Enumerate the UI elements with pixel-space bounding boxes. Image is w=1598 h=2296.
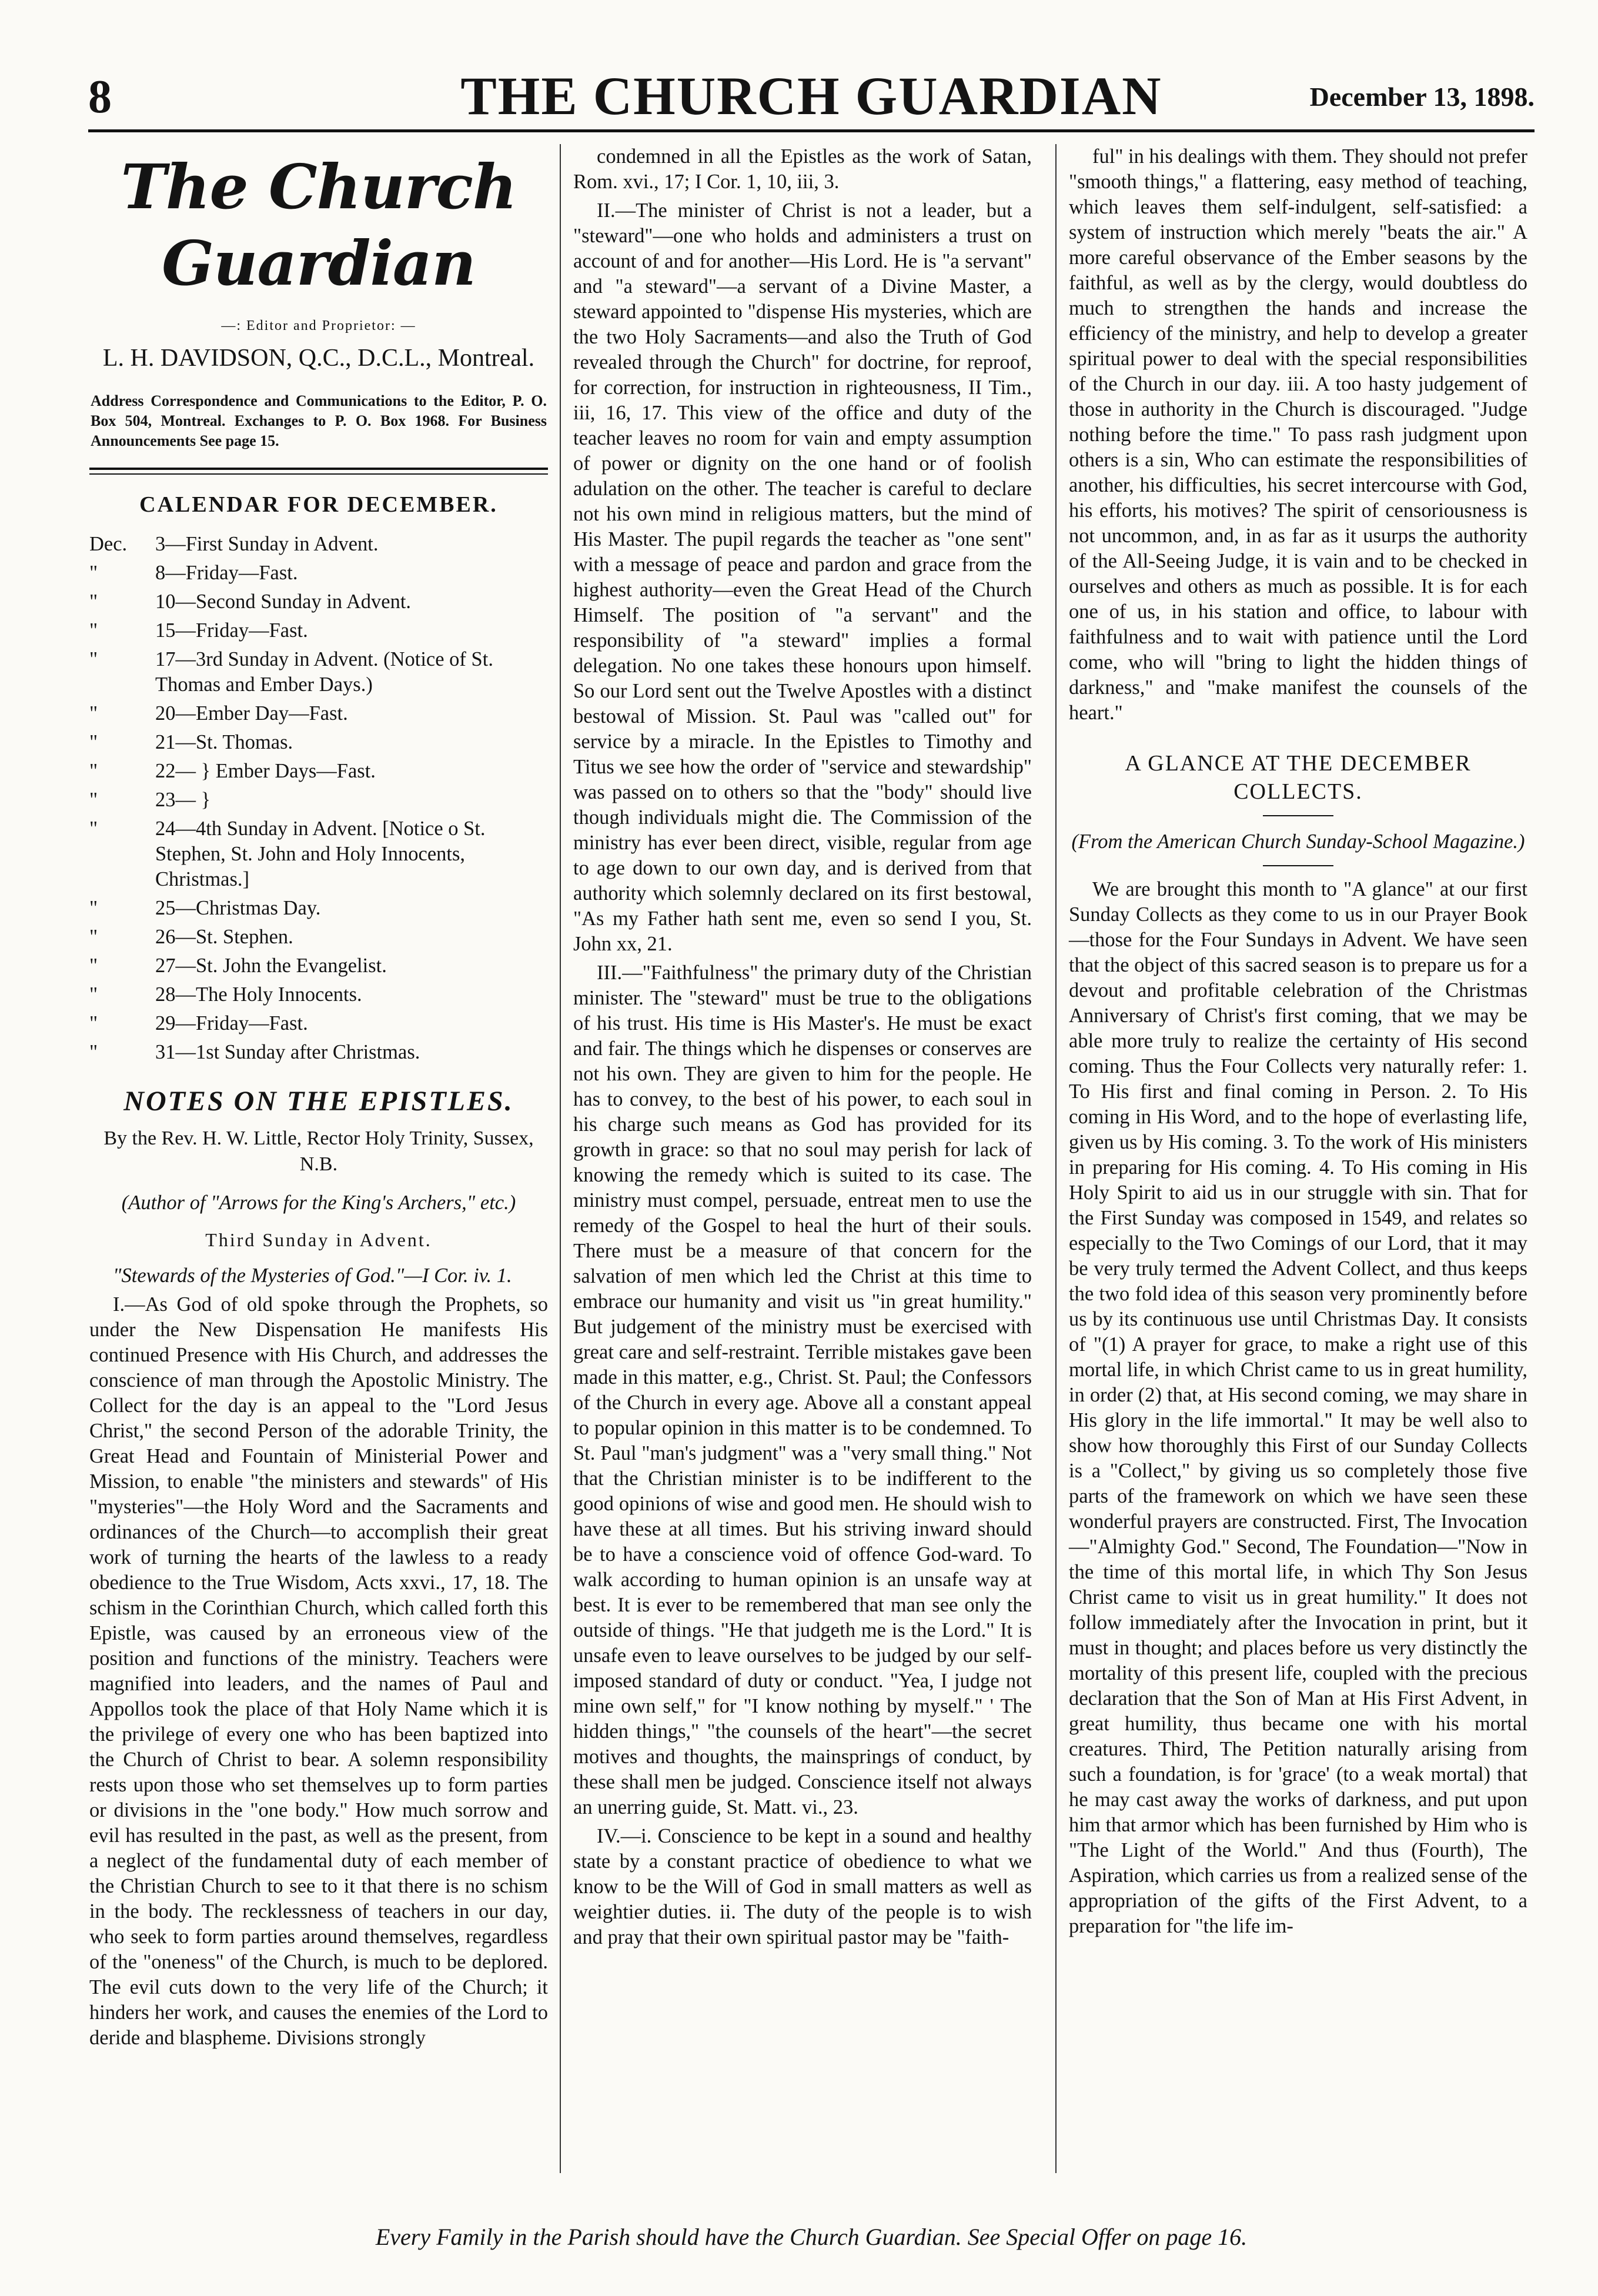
header-rule xyxy=(88,129,1535,132)
calendar-entry-prefix: " xyxy=(89,897,98,919)
calendar-entry xyxy=(89,896,548,921)
column-2-body xyxy=(573,144,1032,1950)
divider xyxy=(89,473,548,475)
paragraph: III.—"Faithfulness" the primary duty of the Christian minister. The "steward" must be true to the obligations of his trust. His time is His Master's. He must be exact and fair. The things which he dispenses or conserves are not his own. They are given to him for the people. He has to convey, to the best of his power, to each soul in his charge such means as God has provided for its growth in grace: so that no soul may perish for lack of knowing the remedy which is suited to its case. The ministry must compel, persuade, entreat men to use the remedy of the Gospel to heal the hurt of their souls. There must be a measure of that concern for the salvation of men which led the Christ at this time to embrace our humanity and visit us "in great humility." But judgement of the ministry must be exercised with great care and self-restraint. Terrible mistakes gave been made in this matter, e.g., Christ. St. Paul; the Confessors of the Church in every age. Above all a constant appeal to popular opinion in this matter is to be condemned. To St. Paul "man's judgment" was a "very small thing." Not that the Christian minister is to be indifferent to the good opinions of wise and good men. He should wish to have these at all times. But his striving inward should be to have a conscience void of offence God-ward. To walk according to human opinion is an unsafe way at best. It is ever to be remembered that man see only the outside of things. "He that judgeth me is the Lord." It is unsafe even to leave ourselves to be judged by our self-imposed standard of duty or conduct. "Yea, I judge not mine own self," for "I know nothing by myself." ' The hidden things," "the counsels of the heart"—the secret motives and thoughts, the mainsprings of conduct, by these shall men be judged. Conscience itself not always an unerring guide, St. Matt. vi., 23. xyxy=(573,962,1032,1818)
calendar-entry xyxy=(89,759,548,784)
page-header xyxy=(88,59,1535,129)
column-3 xyxy=(1069,144,1527,1943)
editor-label: —: Editor and Proprietor: — xyxy=(221,318,416,333)
calendar-entry-prefix: " xyxy=(89,702,98,725)
calendar-entry xyxy=(89,816,548,892)
text-reference: "Stewards of the Mysteries of God."—I Cor. iv. 1. xyxy=(113,1264,512,1287)
calendar-entry xyxy=(89,787,548,813)
calendar-entry xyxy=(89,532,548,557)
divider xyxy=(1263,865,1333,866)
calendar-entry xyxy=(89,730,548,755)
divider xyxy=(1263,815,1333,816)
masthead-title: The Church Guardian xyxy=(121,151,517,299)
notes-subheading: Third Sunday in Advent. xyxy=(205,1229,432,1250)
collects-body xyxy=(1069,877,1527,1939)
calendar-entry-prefix: Dec. xyxy=(89,533,128,555)
calendar-entry xyxy=(89,1040,548,1065)
calendar-entry-text: 10—Second Sunday in Advent. xyxy=(155,590,412,613)
author-note: (Author of "Arrows for the King's Archers," etc.) xyxy=(121,1192,516,1214)
column-divider xyxy=(560,144,561,2173)
calendar-entry xyxy=(89,925,548,950)
calendar-entry-prefix: " xyxy=(89,1041,98,1063)
collects-source: (From the American Church Sunday-School Magazine.) xyxy=(1071,830,1525,853)
calendar-entry-prefix: " xyxy=(89,648,98,670)
calendar-entry-prefix: " xyxy=(89,619,98,642)
divider xyxy=(89,468,548,470)
calendar-entry-text: 28—The Holy Innocents. xyxy=(155,983,362,1006)
paragraph: condemned in all the Epistles as the work of Satan, Rom. xvi., 17; I Cor. 1, 10, iii, 3. xyxy=(573,145,1032,193)
calendar-entry-text: 23— } xyxy=(155,789,211,811)
column-1-body xyxy=(89,1292,548,2051)
calendar-entry xyxy=(89,618,548,643)
calendar-entry xyxy=(89,589,548,615)
paragraph: II.—The minister of Christ is not a leader, but a "steward"—one who holds and administers a trust on account of and for another—His Lord. He is "a servant" and "a steward"—a servant of a Divine Master, a steward appointed to "dispense His mysteries, which are the two Holy Sacraments—and also the Truth of God revealed through the Church" for doctrine, for reproof, for correction, for instruction in righteousness, II Tim., iii, 16, 17. This view of the office and duty of the teacher leaves no room for vain and empty assumption of power or dignity on the one hand or of foolish adulation on the other. The teacher is careful to declare not his own mind in religious matters, but the mind of His Master. The pupil regards the teacher as "one sent" with a message of peace and pardon and grace from the highest authority—even the Great Head of the Church Himself. The position of "a servant" and the responsibility of "a steward" implies a formal delegation. No one takes these honours upon himself. So our Lord sent out the Twelve Apostles with a distinct bestowal of Mission. St. Paul was "called out" for service by a miracle. In the Epistles to Timothy and Titus we see how the order of "service and stewardship" was passed on to others so that the "body" should live though individuals might die. The Commission of the ministry has ever been direct, visible, regular from age to age down to our own day, and is derived from that authority which solemnly declared on its first bestowal, "As my Father hath sent me, even so send I you, St. John xx, 21. xyxy=(573,199,1032,955)
calendar-entry xyxy=(89,701,548,726)
calendar-entry-text: 25—Christmas Day. xyxy=(155,897,321,919)
page-number: 8 xyxy=(88,71,112,123)
notes-byline: By the Rev. H. W. Little, Rector Holy Trinity, Sussex, N.B. xyxy=(103,1127,534,1175)
issue-date: December 13, 1898. xyxy=(1309,82,1535,112)
calendar-entry-prefix: " xyxy=(89,562,98,584)
calendar-entry-prefix: " xyxy=(89,590,98,613)
calendar-entry xyxy=(89,1011,548,1036)
column-divider xyxy=(1055,144,1057,2173)
column-3-body xyxy=(1069,144,1527,726)
newspaper-title: THE CHURCH GUARDIAN xyxy=(460,66,1162,126)
column-2 xyxy=(573,144,1032,1954)
editor-name: L. H. DAVIDSON, Q.C., D.C.L., Montreal. xyxy=(102,345,535,372)
notes-heading: NOTES ON THE EPISTLES. xyxy=(123,1086,514,1117)
calendar-entry-prefix: " xyxy=(89,817,98,840)
column-1 xyxy=(89,144,548,2054)
calendar-entry-text: 29—Friday—Fast. xyxy=(155,1012,308,1034)
calendar-entry-text: 27—St. John the Evangelist. xyxy=(155,955,387,977)
calendar-entry-text: 3—First Sunday in Advent. xyxy=(155,533,379,555)
calendar-entry-prefix: " xyxy=(89,1012,98,1034)
calendar-heading: CALENDAR FOR DECEMBER. xyxy=(139,492,498,517)
paragraph: I.—As God of old spoke through the Prophets, so under the New Dispensation He manifests His continued Presence with His Church, and addresses the conscience of man through the Apostolic Ministry. The Collect for the day is an appeal to the "Lord Jesus Christ," the second Person of the adorable Trinity, the Great Head and Fountain of Ministerial Power and Mission, to enable "the ministers and stewards" of His "mysteries"—the Holy Word and the Sacraments and ordinances of the Church—to accomplish their great work of turning the hearts of the lawless to a ready obedience to the True Wisdom, Acts xxvi., 17, 18. The schism in the Corinthian Church, which called forth this Epistle, was caused by an erroneous view of the position and functions of the ministry. Teachers were magnified into leaders, and the names of Paul and Appollos took the place of that Holy Name which it is the privilege of every one who has been baptized into the Church of Christ to bear. A solemn responsibility rests upon those who set themselves up to form parties or divisions in the "one body." How much sorrow and evil has resulted in the past, as well as the present, from a neglect of the fundamental duty of each member of the Christian Church to see to it that there is no schism in the body. The recklessness of teachers in our day, who seek to form parties around themselves, regardless of the "oneness" of the Church, is much to be deplored. The evil cuts down to the very life of the Church; it hinders her work, and causes the enemies of the Lord to deride and blaspheme. Divisions strongly xyxy=(89,1293,548,2049)
calendar-entry-prefix: " xyxy=(89,926,98,948)
paragraph: We are brought this month to "A glance" at our first Sunday Collects as they come to us in our Prayer Book—those for the Four Sundays in Advent. We have seen that the object of this sacred season is to prepare us for a devout and profitable celebration of the Christmas Anniversary of Christ's first coming, that we may be able more truly to realize the certainty of His second coming. Thus the Four Collects very naturally refer: 1. To His first and final coming in Person. 2. To His coming in His Word, and to the hope of everlasting life, given us by His coming. 3. To the work of His ministers in preparing for His coming. 4. To His coming in His Holy Spirit to aid us in our struggle with sin. That for the First Sunday was composed in 1549, and relates so especially to the Two Comings of our Lord, that it may be very truly termed the Advent Collect, and thus keeps the two fold idea of this season very prominently before us by its continuous use until Christmas Day. It consists of "(1) A prayer for grace, to make a right use of this mortal life, in which Christ came to us in great humility, in order (2) that, at His second coming, we may share in His glory in the life immortal." It may be well also to show how thoroughly this First of our Sunday Collects is a "Collect," by giving us so completely those five parts of the framework on which we have seen these wonderful prayers are constructed. First, The Invocation—"Almighty God." Second, The Foundation—"Now in the time of this mortal life, in which Thy Son Jesus Christ came to visit us in great humility." It does not follow immediately after the Invocation in print, but it must in thought; and places before us very distinctly the mortality of this present life, coupled with the precious declaration that the Son of Man at His First Advent, in great humility, thus became one with his mortal creatures. Third, The Petition naturally arising from such a foundation, is for 'grace' (to a weak mortal) that he may cast away the works of darkness, and put upon him that armor which has been furnished by Him who is "The Light of the World." And thus (Fourth), The Aspiration, which carries us from a realized sense of the appropriation of the gifts of the First Advent, to a preparation for "the life im- xyxy=(1069,878,1527,1937)
calendar-entry-prefix: " xyxy=(89,731,98,753)
paragraph: ful" in his dealings with them. They should not prefer "smooth things," a flattering, easy method of teaching, which leaves them self-indulgent, self-satisfied: a system of instruction which merely "beats the air." A more careful observance of the Ember seasons by the faithful, as well as by the clergy, would doubtless do much to strengthen the hands and increase the efficiency of the ministry, and help to develop a greater spiritual power to deal with the special responsibilities of the Church in our day. iii. A too hasty judgement of those in authority in the Church is discouraged. "Judge nothing before the time." To pass rash judgment upon others is a sin, Who can estimate the responsibilities of another, his difficulties, his secret intercourse with God, his efforts, his motives? The spirit of censoriousness is not uncommon, and, in as far as it usurps the authority of the All-Seeing Judge, it is vain and to be checked in ourselves and others as much as possible. It is for each one of us, in his station and office, to labour with faithfulness and to wait with patience until the Lord come, who will "bring to light the hidden things of darkness," and "make manifest the counsels of the heart." xyxy=(1069,145,1527,724)
calendar-entry-text: 21—St. Thomas. xyxy=(155,731,293,753)
calendar-entry-text: 31—1st Sunday after Christmas. xyxy=(155,1041,420,1063)
calendar-entry xyxy=(89,982,548,1007)
calendar-entry-text: 17—3rd Sunday in Advent. (Notice of St. Thomas and Ember Days.) xyxy=(155,648,493,696)
calendar-entry-text: 22— } Ember Days—Fast. xyxy=(155,760,376,782)
calendar-entry-prefix: " xyxy=(89,955,98,977)
collects-heading: A GLANCE AT THE DECEMBER COLLECTS. xyxy=(1125,751,1472,804)
calendar-list xyxy=(89,532,548,1065)
calendar-entry-text: 8—Friday—Fast. xyxy=(155,562,298,584)
calendar-entry-prefix: " xyxy=(89,983,98,1006)
calendar-entry xyxy=(89,953,548,979)
page-footer: Every Family in the Parish should have the Church Guardian. See Special Offer on page 16. xyxy=(375,2224,1248,2250)
calendar-entry xyxy=(89,647,548,698)
calendar-entry-text: 15—Friday—Fast. xyxy=(155,619,308,642)
calendar-entry-text: 20—Ember Day—Fast. xyxy=(155,702,348,725)
address-notice: Address Correspondence and Communications to the Editor, P. O. Box 504, Montreal. Exchanges to P. O. Box 1968. For Business Announcements See page 15. xyxy=(91,392,547,449)
calendar-entry-prefix: " xyxy=(89,760,98,782)
paragraph: IV.—i. Conscience to be kept in a sound and healthy state by a constant practice of obedience to what we know to be the Will of God in small matters as well as weightier duties. ii. The duty of the people is to wish and pray that their own spiritual pastor may be "faith- xyxy=(573,1825,1032,1948)
calendar-entry-prefix: " xyxy=(89,789,98,811)
calendar-entry xyxy=(89,560,548,586)
calendar-entry-text: 24—4th Sunday in Advent. [Notice o St. Stephen, St. John and Holy Innocents, Christmas.] xyxy=(155,817,486,890)
calendar-entry-text: 26—St. Stephen. xyxy=(155,926,293,948)
